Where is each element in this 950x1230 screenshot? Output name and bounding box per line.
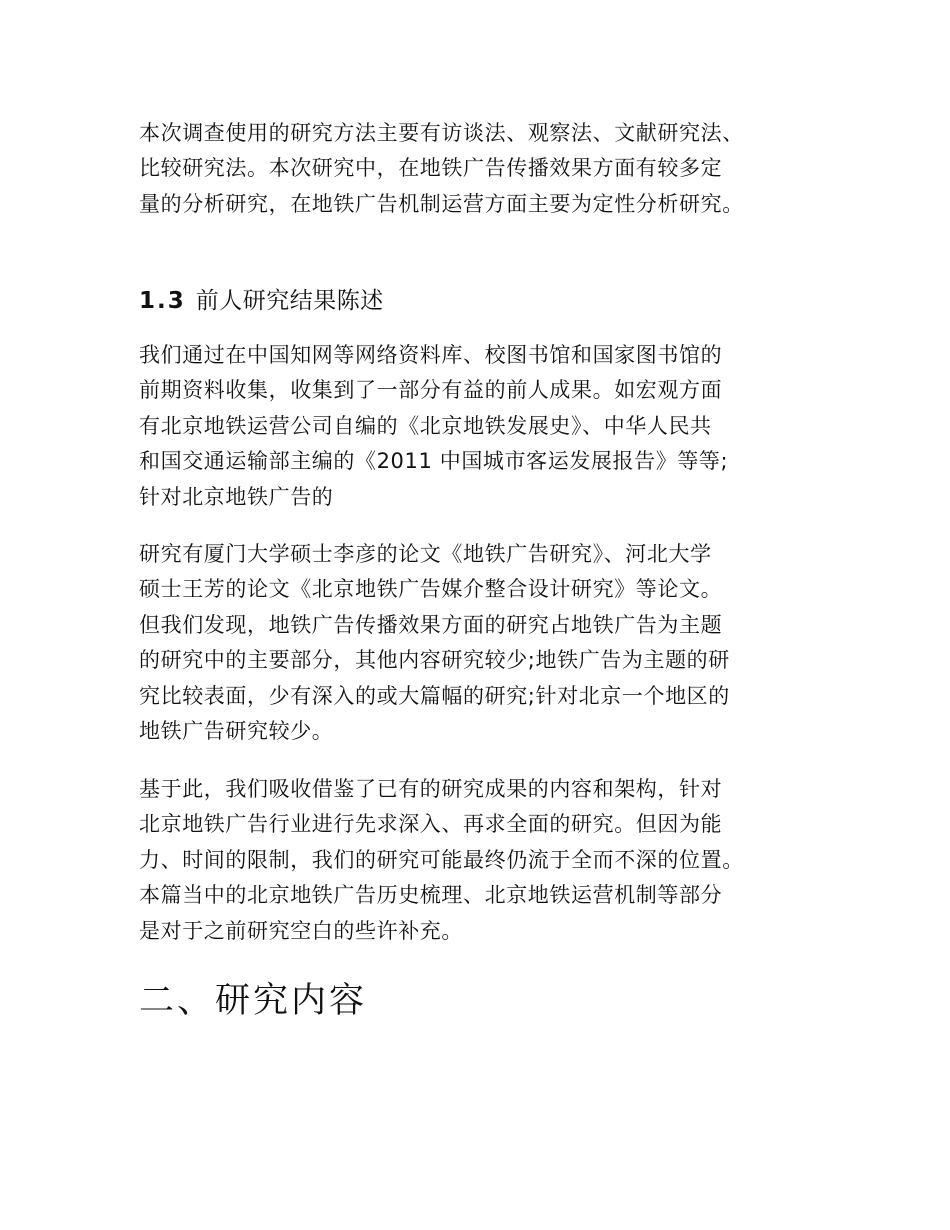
text-line: 量的分析研究，在地铁广告机制运营方面主要为定性分析研究。 — [139, 191, 744, 216]
section-number: 1.3 — [139, 288, 186, 314]
text-line: 但我们发现，地铁广告传播效果方面的研究占地铁广告为主题 — [139, 612, 723, 637]
text-line: 是对于之前研究空白的些许补充。 — [139, 918, 463, 943]
text-line: 比较研究法。本次研究中，在地铁广告传播效果方面有较多定 — [139, 156, 723, 181]
text-line: 究比较表面，少有深入的或大篇幅的研究;针对北京一个地区的 — [139, 683, 730, 708]
text-line: 的研究中的主要部分，其他内容研究较少;地铁广告为主题的研 — [139, 648, 730, 673]
chapter-heading-2 — [139, 979, 819, 1023]
text-line: 本篇当中的北京地铁广告历史梳理、北京地铁运营机制等部分 — [139, 883, 723, 908]
text-line: 地铁广告研究较少。 — [139, 719, 334, 744]
paragraph-text — [139, 116, 819, 222]
text-line: 本次调查使用的研究方法主要有访谈法、观察法、文献研究法、 — [139, 121, 744, 145]
text-line: 针对北京地铁广告的 — [139, 484, 334, 509]
text-line: 力、时间的限制，我们的研究可能最终仍流于全而不深的位置。 — [139, 847, 744, 872]
paragraph-research-methods — [139, 116, 819, 222]
paragraph-approach — [139, 772, 819, 949]
text-line: 硕士王芳的论文《北京地铁广告媒介整合设计研究》等论文。 — [139, 577, 723, 602]
paragraph-text — [139, 772, 819, 949]
text-line: 北京地铁广告行业进行先求深入、再求全面的研究。但因为能 — [139, 812, 723, 837]
text-line: 我们通过在中国知网等网络资料库、校图书馆和国家图书馆的 — [139, 343, 723, 367]
paragraph-prior-sources — [139, 338, 819, 515]
paragraph-prior-theses — [139, 537, 819, 749]
text-line: 有北京地铁运营公司自编的《北京地铁发展史》、中华人民共 — [139, 413, 712, 438]
section-title: 前人研究结果陈述 — [195, 288, 384, 314]
chapter-title: 二、研究内容 — [139, 981, 368, 1021]
section-heading-1-3 — [139, 286, 819, 316]
text-line: 和国交通运输部主编的《2011 中国城市客运发展报告》等等; — [139, 449, 729, 474]
text-line: 基于此，我们吸收借鉴了已有的研究成果的内容和架构，针对 — [139, 777, 723, 801]
paragraph-text — [139, 338, 819, 515]
text-line: 前期资料收集，收集到了一部分有益的前人成果。如宏观方面 — [139, 378, 723, 403]
paragraph-text — [139, 537, 819, 749]
text-line: 研究有厦门大学硕士李彦的论文《地铁广告研究》、河北大学 — [139, 542, 712, 566]
